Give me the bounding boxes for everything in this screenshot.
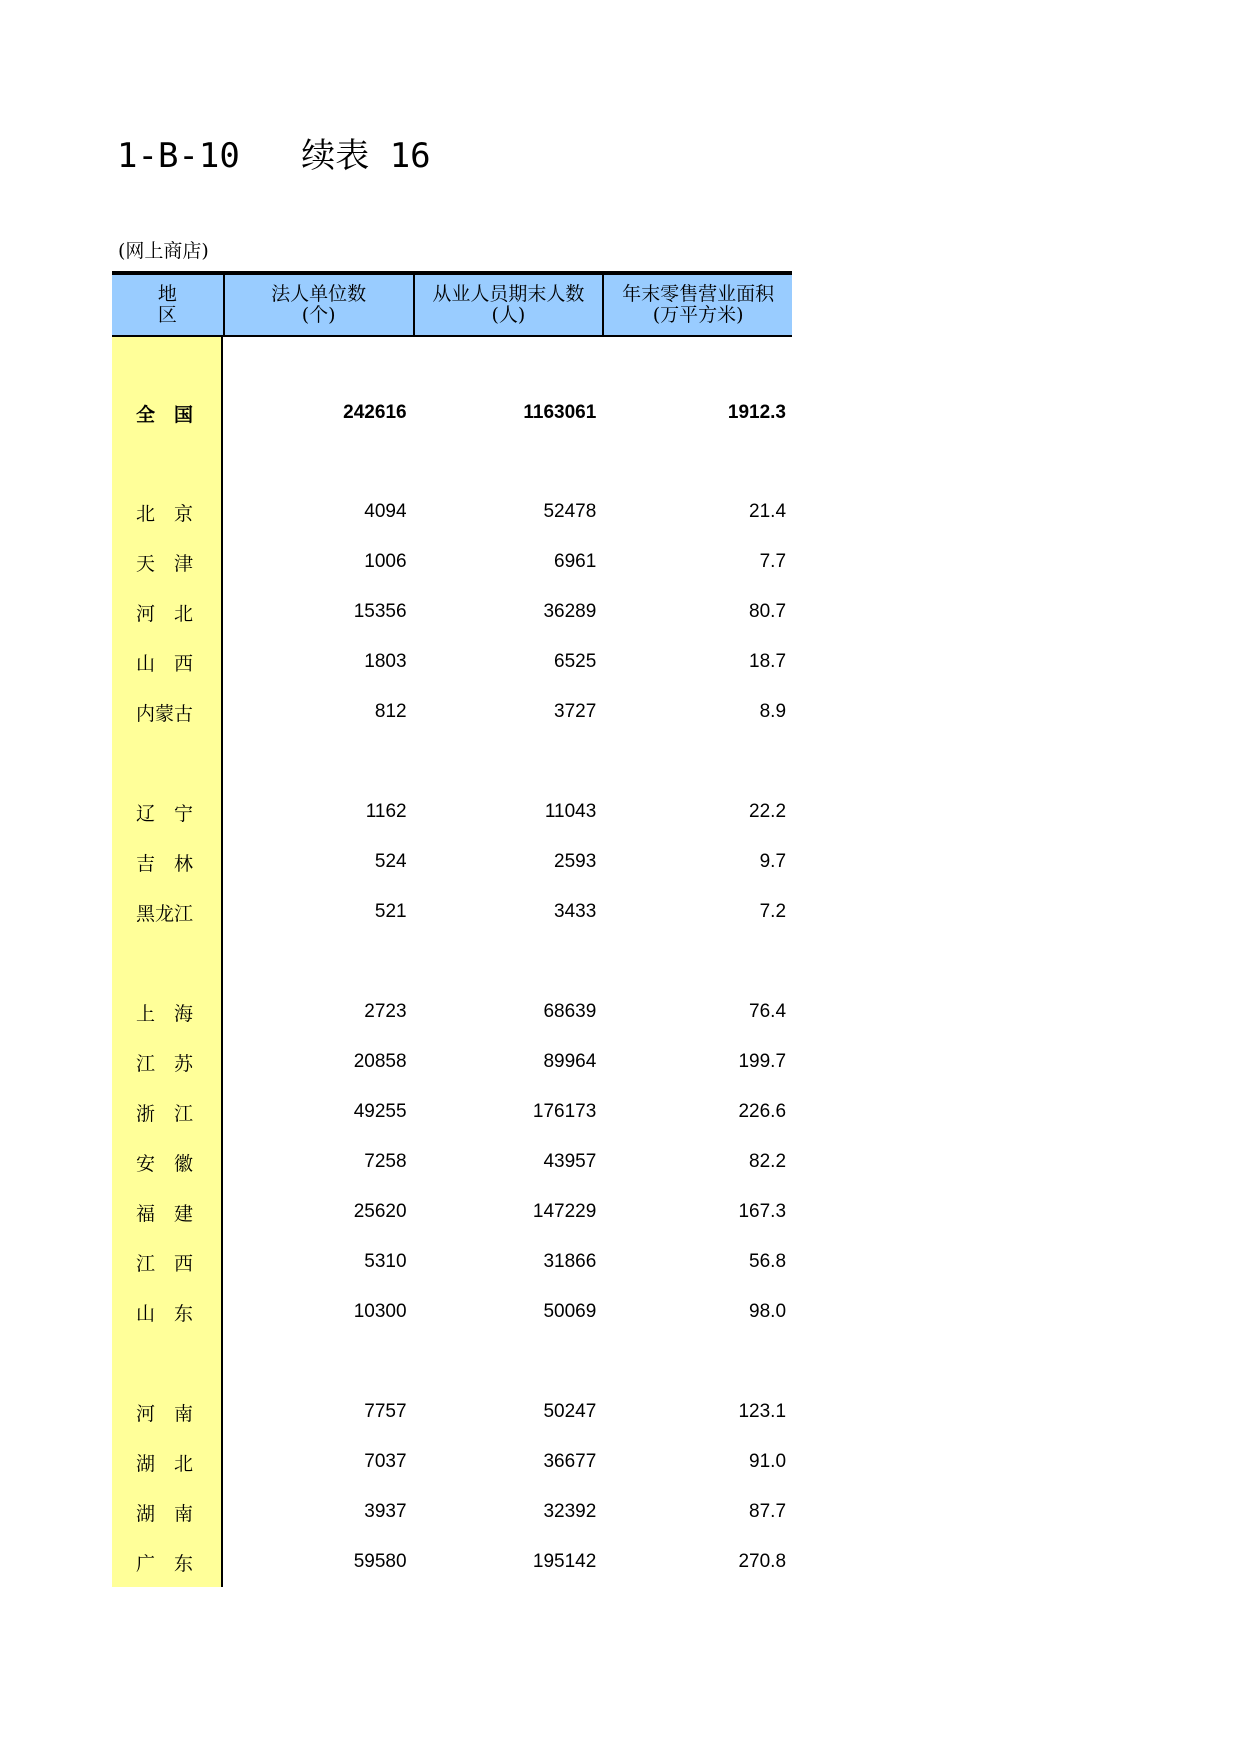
row-employees: 195142 <box>532 1551 597 1572</box>
row-employees: 89964 <box>543 1051 597 1072</box>
row-legal-units: 25620 <box>353 1201 407 1222</box>
row-region: 山 西 <box>136 652 194 675</box>
row-employees: 1163061 <box>523 402 597 423</box>
table-row <box>112 1192 792 1232</box>
table-row <box>112 592 792 632</box>
row-employees: 3727 <box>554 701 597 722</box>
row-region: 天 津 <box>136 552 194 575</box>
table-header <box>112 271 792 337</box>
row-region: 黑龙江 <box>136 902 194 925</box>
row-employees: 52478 <box>543 501 597 522</box>
row-legal-units: 7258 <box>364 1151 407 1172</box>
table-row <box>112 1142 792 1182</box>
row-region: 湖 南 <box>136 1502 194 1525</box>
row-legal-units: 3937 <box>364 1501 407 1522</box>
table-row <box>112 842 792 882</box>
table-row <box>112 1392 792 1432</box>
header-employees <box>413 275 603 335</box>
row-region: 北 京 <box>136 502 194 525</box>
statistics-table <box>112 271 792 1587</box>
row-retail-area: 7.7 <box>759 551 787 572</box>
row-legal-units: 242616 <box>343 402 407 423</box>
row-employees: 50247 <box>543 1401 597 1422</box>
table-row <box>112 1542 792 1582</box>
row-retail-area: 270.8 <box>738 1551 787 1572</box>
row-region: 安 徽 <box>136 1152 194 1175</box>
row-region: 江 西 <box>136 1252 194 1275</box>
row-legal-units: 59580 <box>353 1551 407 1572</box>
row-region: 河 北 <box>136 602 194 625</box>
row-employees: 32392 <box>543 1501 597 1522</box>
table-row <box>112 1242 792 1282</box>
row-retail-area: 7.2 <box>759 901 787 922</box>
row-region: 江 苏 <box>136 1052 194 1075</box>
table-row <box>112 1442 792 1482</box>
row-legal-units: 1803 <box>364 651 407 672</box>
row-legal-units: 2723 <box>364 1001 407 1022</box>
row-employees: 6525 <box>554 651 597 672</box>
row-retail-area: 80.7 <box>749 601 787 622</box>
row-retail-area: 98.0 <box>749 1301 787 1322</box>
header-region <box>112 275 223 335</box>
row-retail-area: 87.7 <box>749 1501 787 1522</box>
header-region-label: 地 区 <box>157 283 197 326</box>
header-employees-label: 从业人员期末人数 <box>432 283 585 305</box>
row-legal-units: 521 <box>374 901 407 922</box>
row-region: 浙 江 <box>136 1102 194 1125</box>
row-retail-area: 21.4 <box>749 501 787 522</box>
row-legal-units: 10300 <box>353 1301 407 1322</box>
header-retail-area <box>602 275 792 335</box>
row-legal-units: 20858 <box>353 1051 407 1072</box>
row-region: 辽 宁 <box>136 802 194 825</box>
row-legal-units: 7037 <box>364 1451 407 1472</box>
table-row <box>112 393 792 433</box>
row-employees: 2593 <box>554 851 597 872</box>
row-legal-units: 1162 <box>365 801 407 822</box>
row-retail-area: 91.0 <box>749 1451 787 1472</box>
row-employees: 36289 <box>543 601 597 622</box>
row-region: 河 南 <box>136 1402 194 1425</box>
row-employees: 31866 <box>543 1251 597 1272</box>
row-retail-area: 226.6 <box>738 1101 787 1122</box>
header-retail-area-label: 年末零售营业面积 <box>622 283 775 305</box>
header-legal-units <box>223 275 413 335</box>
row-retail-area: 82.2 <box>749 1151 787 1172</box>
row-retail-area: 76.4 <box>749 1001 787 1022</box>
row-region: 上 海 <box>136 1002 194 1025</box>
table-row <box>112 992 792 1032</box>
row-employees: 3433 <box>554 901 597 922</box>
row-employees: 43957 <box>543 1151 597 1172</box>
table-row <box>112 1292 792 1332</box>
row-retail-area: 56.8 <box>749 1251 787 1272</box>
table-row <box>112 892 792 932</box>
table-row <box>112 792 792 832</box>
table-row <box>112 692 792 732</box>
table-row <box>112 642 792 682</box>
row-retail-area: 167.3 <box>738 1201 787 1222</box>
table-row <box>112 1492 792 1532</box>
header-legal-units-label: 法人单位数 <box>271 283 367 305</box>
page-title: 1-B-10 续表 16 <box>117 136 431 176</box>
row-legal-units: 1006 <box>364 551 407 572</box>
row-region: 全 国 <box>136 403 194 426</box>
row-employees: 6961 <box>554 551 597 572</box>
row-region: 山 东 <box>136 1302 194 1325</box>
row-region: 福 建 <box>136 1202 194 1225</box>
row-employees: 36677 <box>543 1451 597 1472</box>
row-retail-area: 18.7 <box>749 651 787 672</box>
row-legal-units: 7757 <box>364 1401 407 1422</box>
row-legal-units: 49255 <box>353 1101 407 1122</box>
row-region: 内蒙古 <box>136 702 194 725</box>
header-legal-units-unit: (个) <box>301 304 336 326</box>
row-employees: 176173 <box>532 1101 597 1122</box>
table-row <box>112 542 792 582</box>
row-legal-units: 15356 <box>353 601 407 622</box>
row-retail-area: 9.7 <box>759 851 787 872</box>
row-employees: 11043 <box>544 801 597 822</box>
row-legal-units: 524 <box>374 851 407 872</box>
row-retail-area: 8.9 <box>759 701 787 722</box>
table-body <box>112 337 792 1587</box>
row-employees: 147229 <box>532 1201 597 1222</box>
table-row <box>112 492 792 532</box>
header-retail-area-unit: (万平方米) <box>652 304 744 326</box>
row-retail-area: 1912.3 <box>727 402 787 423</box>
row-region: 广 东 <box>136 1552 194 1575</box>
table-row <box>112 1042 792 1082</box>
header-employees-unit: (人) <box>491 304 526 326</box>
table-row <box>112 1092 792 1132</box>
row-region: 吉 林 <box>136 852 194 875</box>
table-subtitle: (网上商店) <box>118 240 209 262</box>
row-employees: 68639 <box>543 1001 597 1022</box>
row-retail-area: 199.7 <box>738 1051 787 1072</box>
row-employees: 50069 <box>543 1301 597 1322</box>
row-retail-area: 123.1 <box>738 1401 787 1422</box>
row-region: 湖 北 <box>136 1452 194 1475</box>
row-legal-units: 5310 <box>364 1251 407 1272</box>
row-legal-units: 4094 <box>364 501 407 522</box>
row-legal-units: 812 <box>374 701 407 722</box>
row-retail-area: 22.2 <box>749 801 787 822</box>
